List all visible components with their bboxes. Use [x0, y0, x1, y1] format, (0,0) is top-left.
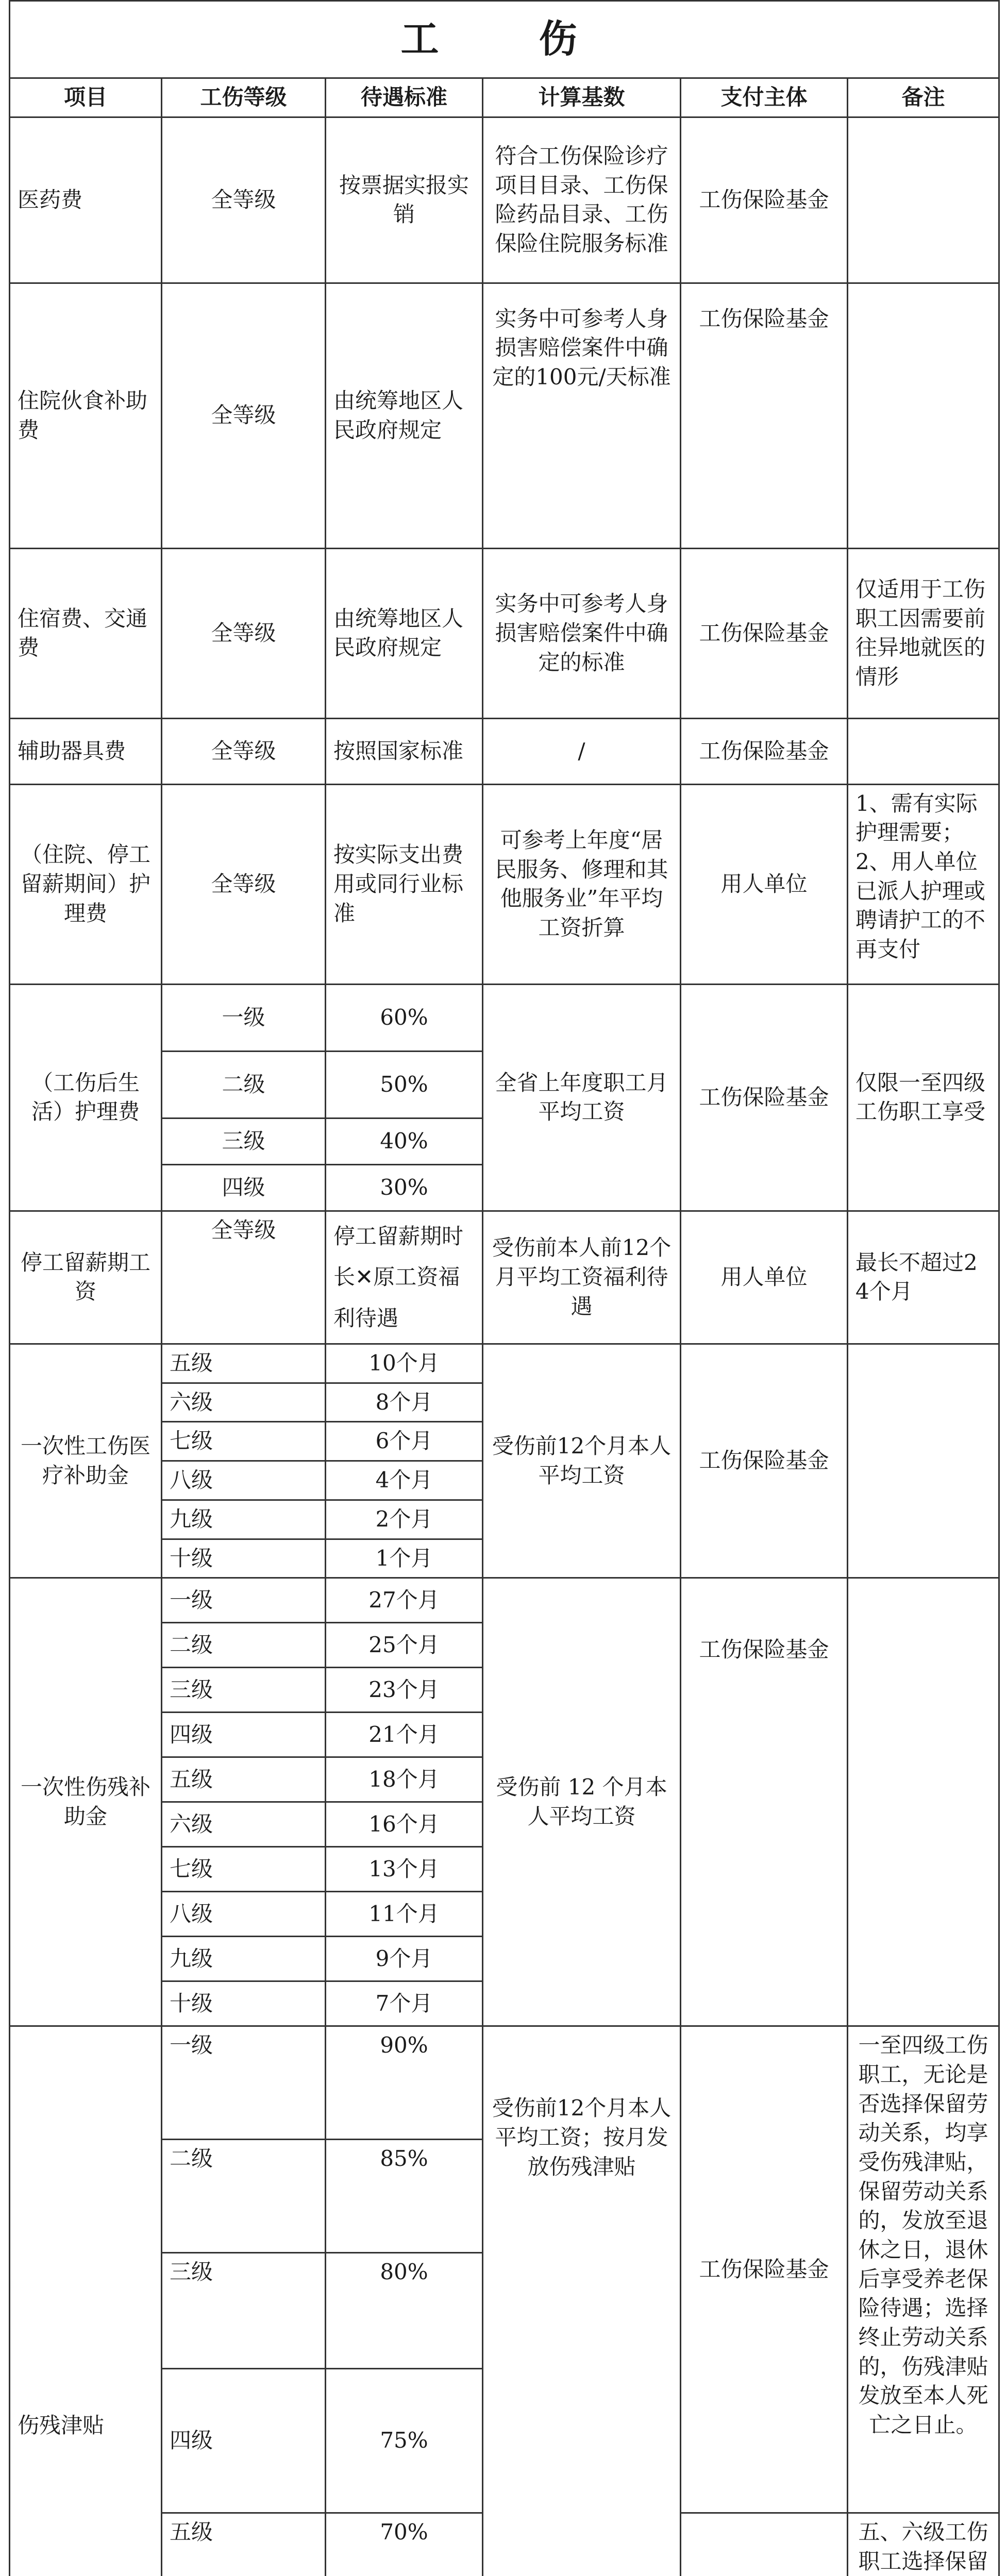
payer-nursing-hosp: 用人单位	[681, 784, 848, 984]
grade-disability-lump: 一级	[162, 1578, 326, 1623]
payer-allowance-a: 工伤保险基金	[681, 2026, 848, 2513]
note-meal	[848, 283, 999, 548]
std-nursing-after: 60%	[326, 984, 483, 1051]
std-disability-lump: 18个月	[326, 1757, 483, 1802]
row-nursing-after-1	[10, 984, 999, 1051]
grade-allowance: 一级	[162, 2026, 326, 2140]
payer-medical: 工伤保险基金	[681, 117, 848, 283]
grade-disability-lump: 九级	[162, 1937, 326, 1981]
std-medical-lump: 4个月	[326, 1461, 483, 1500]
std-medical-lump: 1个月	[326, 1539, 483, 1578]
grade-nursing-after: 二级	[162, 1051, 326, 1118]
grade-nursing-after: 一级	[162, 984, 326, 1051]
grade-nursing-after: 三级	[162, 1118, 326, 1164]
std-disability-lump: 16个月	[326, 1802, 483, 1847]
grade-medical-lump: 五级	[162, 1344, 326, 1383]
grade-salary: 全等级	[162, 1211, 326, 1344]
grade-aids: 全等级	[162, 718, 326, 784]
header-item: 项目	[10, 78, 162, 117]
row-lodging	[10, 548, 999, 718]
base-lodging: 实务中可参考人身损害赔偿案件中确定的标准	[483, 548, 681, 718]
standard-medical: 按票据实报实销	[326, 117, 483, 283]
item-meal: 住院伙食补助费	[10, 283, 162, 548]
note-allowance-b: 五、六级工伤职工选择保留	[848, 2513, 999, 2576]
header-payer: 支付主体	[681, 78, 848, 117]
std-allowance: 90%	[326, 2026, 483, 2140]
note-medical	[848, 117, 999, 283]
base-aids: /	[483, 718, 681, 784]
payer-lodging: 工伤保险基金	[681, 548, 848, 718]
std-medical-lump: 2个月	[326, 1500, 483, 1539]
std-disability-lump: 27个月	[326, 1578, 483, 1623]
grade-medical-lump: 十级	[162, 1539, 326, 1578]
item-aids: 辅助器具费	[10, 718, 162, 784]
grade-disability-lump: 三级	[162, 1668, 326, 1713]
note-medical-lump	[848, 1344, 999, 1578]
item-medical-lump: 一次性工伤医疗补助金	[10, 1344, 162, 1578]
header-standard: 待遇标准	[326, 78, 483, 117]
grade-allowance: 三级	[162, 2253, 326, 2369]
std-allowance: 70%	[326, 2513, 483, 2576]
row-disability-lump-1	[10, 1578, 999, 1623]
payer-salary: 用人单位	[681, 1211, 848, 1344]
item-disability-lump: 一次性伤残补助金	[10, 1578, 162, 2026]
std-medical-lump: 6个月	[326, 1422, 483, 1461]
note-salary: 最长不超过24个月	[848, 1211, 999, 1344]
header-base: 计算基数	[483, 78, 681, 117]
payer-medical-lump: 工伤保险基金	[681, 1344, 848, 1578]
grade-allowance: 二级	[162, 2140, 326, 2253]
std-disability-lump: 7个月	[326, 1981, 483, 2026]
injury-title: 工 伤	[10, 1, 999, 78]
std-medical-lump: 8个月	[326, 1383, 483, 1422]
payer-nursing-after: 工伤保险基金	[681, 984, 848, 1211]
row-nursing-hosp	[10, 784, 999, 984]
base-medical: 符合工伤保险诊疗项目目录、工伤保险药品目录、工伤保险住院服务标准	[483, 117, 681, 283]
grade-allowance: 五级	[162, 2513, 326, 2576]
std-nursing-after: 40%	[326, 1118, 483, 1164]
standard-salary: 停工留薪期时长✕原工资福利待遇	[326, 1211, 483, 1344]
base-disability-lump: 受伤前 12 个月本人平均工资	[483, 1578, 681, 2026]
item-allowance: 伤残津贴	[10, 2026, 162, 2576]
header-note: 备注	[848, 78, 999, 117]
note-allowance-a: 一至四级工伤职工，无论是否选择保留劳动关系，均享受伤残津贴，保留劳动关系的，发放至退休之日，退休后享受养老保险待遇；选择终止劳动关系的，伤残津贴发放至本人死亡之日止。	[848, 2026, 999, 2513]
row-aids	[10, 718, 999, 784]
grade-disability-lump: 二级	[162, 1623, 326, 1668]
item-medical: 医药费	[10, 117, 162, 283]
grade-disability-lump: 八级	[162, 1892, 326, 1937]
base-nursing-after: 全省上年度职工月平均工资	[483, 984, 681, 1211]
grade-disability-lump: 七级	[162, 1847, 326, 1892]
item-salary: 停工留薪期工资	[10, 1211, 162, 1344]
standard-aids: 按照国家标准	[326, 718, 483, 784]
std-disability-lump: 13个月	[326, 1847, 483, 1892]
item-nursing-hosp: （住院、停工留薪期间）护理费	[10, 784, 162, 984]
grade-nursing-after: 四级	[162, 1164, 326, 1211]
std-nursing-after: 50%	[326, 1051, 483, 1118]
standard-nursing-hosp: 按实际支出费用或同行业标准	[326, 784, 483, 984]
grade-disability-lump: 五级	[162, 1757, 326, 1802]
grade-medical-lump: 九级	[162, 1500, 326, 1539]
base-meal: 实务中可参考人身损害赔偿案件中确定的100元/天标准	[483, 283, 681, 548]
grade-disability-lump: 六级	[162, 1802, 326, 1847]
grade-nursing-hosp: 全等级	[162, 784, 326, 984]
grade-medical-lump: 八级	[162, 1461, 326, 1500]
payer-allowance-b	[681, 2513, 848, 2576]
grade-meal: 全等级	[162, 283, 326, 548]
item-nursing-after: （工伤后生活）护理费	[10, 984, 162, 1211]
standard-meal: 由统筹地区人民政府规定	[326, 283, 483, 548]
std-disability-lump: 23个月	[326, 1668, 483, 1713]
base-salary: 受伤前本人前12个月平均工资福利待遇	[483, 1211, 681, 1344]
grade-medical: 全等级	[162, 117, 326, 283]
base-medical-lump: 受伤前12个月本人平均工资	[483, 1344, 681, 1578]
std-allowance: 85%	[326, 2140, 483, 2253]
std-disability-lump: 21个月	[326, 1713, 483, 1757]
base-nursing-hosp: 可参考上年度“居民服务、修理和其他服务业”年平均工资折算	[483, 784, 681, 984]
std-disability-lump: 11个月	[326, 1892, 483, 1937]
row-allowance-1	[10, 2026, 999, 2140]
std-allowance: 80%	[326, 2253, 483, 2369]
payer-disability-lump: 工伤保险基金	[681, 1578, 848, 2026]
note-nursing-after: 仅限一至四级工伤职工享受	[848, 984, 999, 1211]
injury-header-row	[10, 78, 999, 117]
header-grade: 工伤等级	[162, 78, 326, 117]
row-salary	[10, 1211, 999, 1344]
std-nursing-after: 30%	[326, 1164, 483, 1211]
grade-medical-lump: 七级	[162, 1422, 326, 1461]
note-nursing-hosp: 1、需有实际护理需要；2、用人单位已派人护理或聘请护工的不再支付	[848, 784, 999, 984]
injury-table	[9, 0, 1000, 2576]
grade-medical-lump: 六级	[162, 1383, 326, 1422]
note-lodging: 仅适用于工伤职工因需要前往异地就医的情形	[848, 548, 999, 718]
payer-meal: 工伤保险基金	[681, 283, 848, 548]
std-disability-lump: 25个月	[326, 1623, 483, 1668]
grade-disability-lump: 四级	[162, 1713, 326, 1757]
row-medical	[10, 117, 999, 283]
row-medical-lump-1	[10, 1344, 999, 1383]
item-lodging: 住宿费、交通费	[10, 548, 162, 718]
row-meal	[10, 283, 999, 548]
grade-allowance: 四级	[162, 2369, 326, 2513]
grade-lodging: 全等级	[162, 548, 326, 718]
note-disability-lump	[848, 1578, 999, 2026]
std-allowance: 75%	[326, 2369, 483, 2513]
std-disability-lump: 9个月	[326, 1937, 483, 1981]
note-aids	[848, 718, 999, 784]
payer-aids: 工伤保险基金	[681, 718, 848, 784]
base-allowance: 受伤前12个月本人平均工资；按月发放伤残津贴	[483, 2026, 681, 2576]
standard-lodging: 由统筹地区人民政府规定	[326, 548, 483, 718]
std-medical-lump: 10个月	[326, 1344, 483, 1383]
grade-disability-lump: 十级	[162, 1981, 326, 2026]
